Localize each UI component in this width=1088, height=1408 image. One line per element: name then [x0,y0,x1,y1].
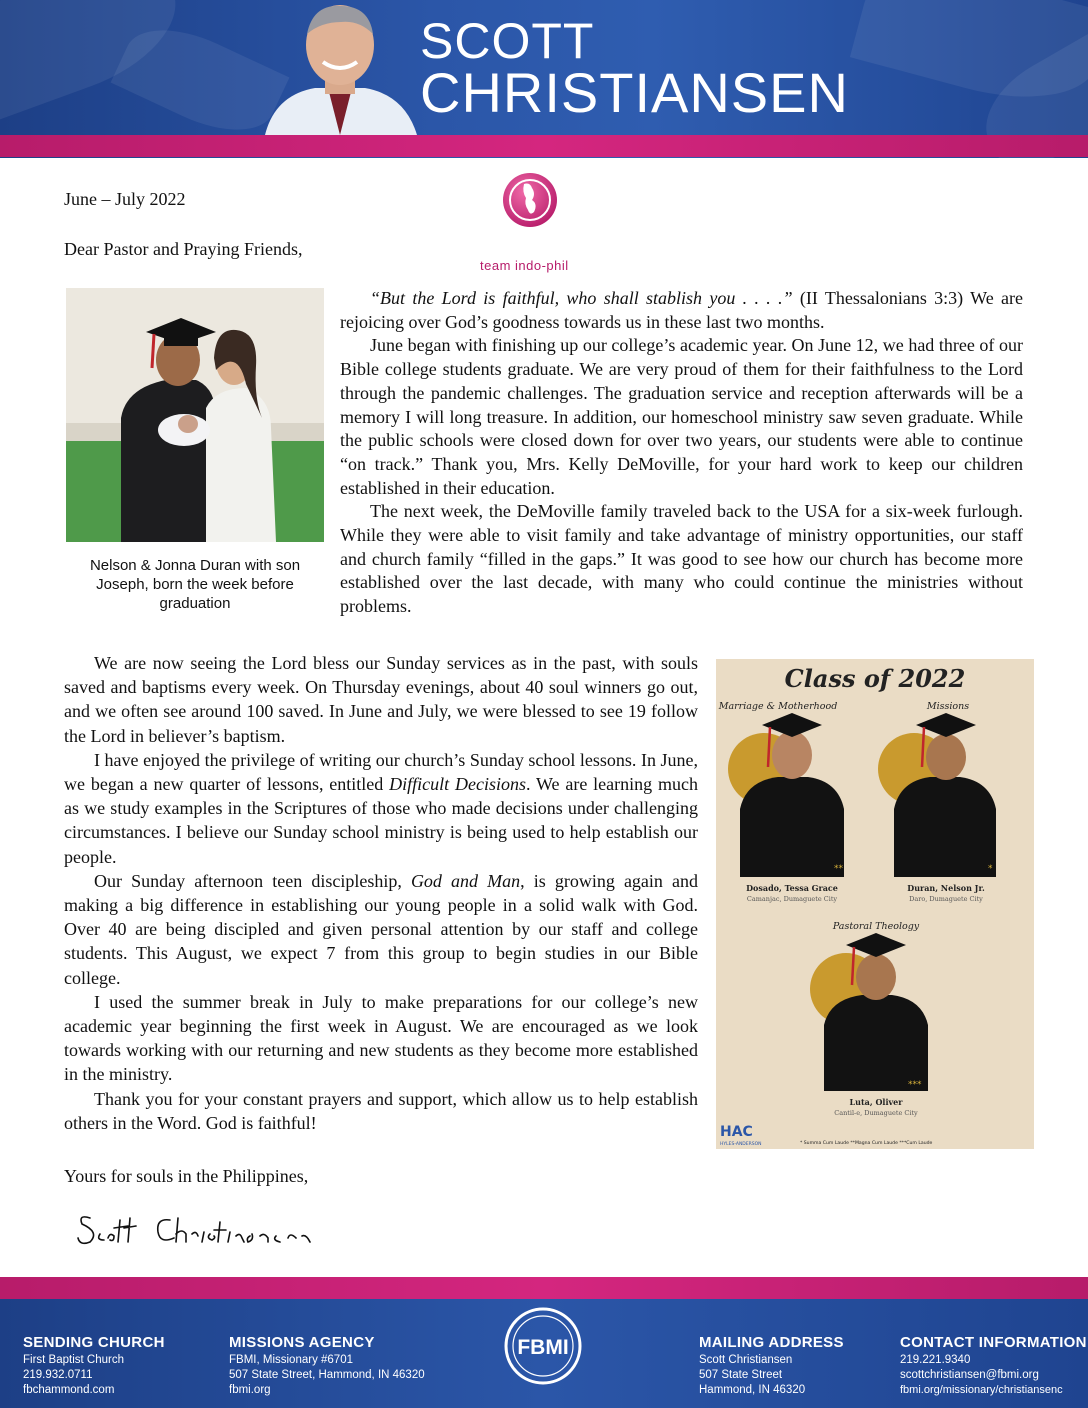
group-label: Missions [926,701,970,712]
letter-greeting: Dear Pastor and Praying Friends, [64,239,303,259]
footer-accent-band [0,1277,1088,1299]
school-logo: HAC [720,1124,753,1140]
svg-text:**: ** [834,864,843,874]
honors-legend: * Summa Cum Laude **Magna Cum Laude ***Cum Laude [800,1141,933,1146]
footer-missions-agency: MISSIONS AGENCY FBMI, Missionary #6701 507 State Street, Hammond, IN 46320 fbmi.org [229,1334,425,1396]
verse-quote: “But the Lord is faithful, who shall stablish you . . . .” [370,288,793,308]
last-name: CHRISTIANSEN [420,60,849,124]
header-accent-band [0,135,1088,157]
paragraph: I have enjoyed the privilege of writing our church’s Sunday school lessons. In June, we began a new quarter of lessons, entitled Difficult Decisions. We are learning much as we study examples in the Scriptures of those who made decisions under challenging circumstances. I believe our Sunday school ministry is being used to help establish our people. [64,749,698,867]
letter-body-upper [340,287,1023,619]
paragraph: June began with finishing up our college’s academic year. On June 12, we had three of our Bible college students graduate. We are very proud of them for their faithfulness to the Lord through the pandemic challenges. The graduation service and reception afterwards will be a memory I will long treasure. In addition, our homeschool ministry saw seven graduate. While the public schools were closed down for over two years, our students were able to continue “on track.” Thank you, Mrs. Kelly DeMoville, for your hard work to keep our children established in their education. [340,335,1023,498]
sending-church-website[interactable]: fbchammond.com [23,1384,115,1396]
group-label: Pastoral Theology [832,921,920,932]
graduate-name: Dosado, Tessa Grace [746,883,838,893]
verse-reference: (II Thessalonians 3:3) We are rejoicing over God’s goodness towards us in these last two months. [340,288,1023,332]
graduate-family-photo [66,288,324,542]
school-name: HYLES-ANDERSON [720,1142,762,1147]
paragraph: The next week, the DeMoville family traveled back to the USA for a six-week furlough. While they were able to visit family and take advantage of ministry opportunities, our staff and church family “filled in the gaps.” It was good to see how our church has become more established over the last decade, with many who could continue the ministries without problems. [340,501,1023,617]
signature-text: Scott Christiansen [70,1198,78,1199]
footer-sending-church: SENDING CHURCH First Baptist Church 219.932.0711 fbchammond.com [23,1334,165,1396]
graduate-hometown: Cantil-e, Dumaguete City [834,1109,918,1117]
contact-phone[interactable]: 219.221.9340 [900,1354,971,1366]
signature [70,1198,330,1254]
fbmi-logo [503,1306,583,1386]
graduate-name: Luta, Oliver [849,1097,903,1107]
first-name: SCOTT [420,13,595,69]
letter-date: June – July 2022 [64,189,186,209]
graduate-name: Duran, Nelson Jr. [907,883,985,893]
contact-website[interactable]: fbmi.org/missionary/christiansenc [900,1384,1063,1396]
logo-text: team indo-phil [480,258,569,273]
photo-caption: Nelson & Jonna Duran with son Joseph, born the week before graduation [89,557,301,612]
team-indo-phil-logo [500,170,560,230]
paragraph: Thank you for your constant prayers and support, which allow us to help establish others in the Word. God is faithful! [64,1088,698,1133]
svg-text:*: * [988,864,993,874]
paragraph: Our Sunday afternoon teen discipleship, God and Man, is growing again and making a big difference in establishing our young people in a solid walk with God. Over 40 are being discipled and given personal attention by our staff and college students. This August, we expect 7 from this group to begin studies in our Bible college. [64,870,699,988]
letter-closing: Yours for souls in the Philippines, [64,1166,309,1186]
lesson-title: Difficult Decisions [389,774,526,795]
agency-website[interactable]: fbmi.org [229,1384,271,1396]
paragraph: We are now seeing the Lord bless our Sunday services as in the past, with souls saved and baptisms every week. On Thursday evenings, about 40 soul winners go out, and we often see around 100 saved. In June and July, we were blessed to see 19 follow the Lord in believer’s baptism. [64,653,698,746]
graduate-hometown: Camanjac, Dumaguete City [746,895,838,903]
discipleship-title: God and Man [410,870,521,891]
graduate-hometown: Daro, Dumaguete City [909,895,983,903]
class-title: Class of 2022 [784,664,966,693]
paragraph-verse [340,287,1023,334]
footer-mailing-address: MAILING ADDRESS Scott Christiansen 507 State Street Hammond, IN 46320 [699,1334,844,1396]
letter-body-lower [64,651,698,1135]
class-of-2022-photo [716,659,1034,1149]
missionary-name [420,13,849,124]
svg-text:***: *** [908,1080,922,1090]
contact-email[interactable]: scottchristiansen@fbmi.org [900,1369,1039,1381]
paragraph: I used the summer break in July to make preparations for our college’s new academic year beginning the first week in August. We are encouraged as we look towards working with our returning and new students as they become more established in the ministry. [64,991,698,1085]
fbmi-logo-text: FBMI [517,1336,569,1359]
missionary-portrait [255,0,425,135]
footer-contact-info: CONTACT INFORMATION 219.221.9340 scottchristiansen@fbmi.org fbmi.org/missionary/christiansenc [900,1334,1087,1396]
group-label: Marriage & Motherhood [718,701,838,712]
